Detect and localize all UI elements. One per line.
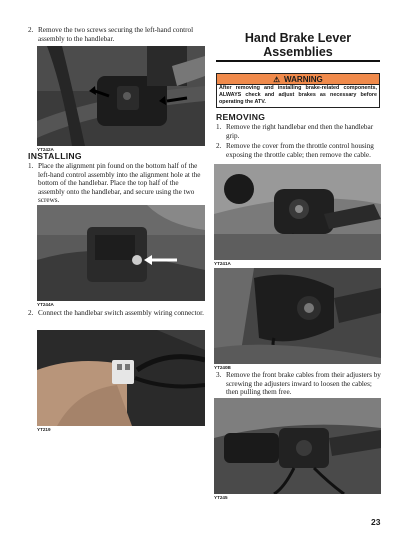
- step-number: 2.: [28, 26, 34, 34]
- page-number: 23: [371, 517, 381, 527]
- warning-label: WARNING: [284, 74, 323, 84]
- figure-id: YT244A: [37, 302, 54, 307]
- step-text: Remove the two screws securing the left-hand control assembly to the handlebar.: [38, 26, 194, 43]
- photo-throttle-housing: [214, 164, 381, 260]
- photo-illustration: [214, 164, 381, 260]
- install-step-2: [28, 309, 206, 327]
- remove-step-1: [216, 123, 381, 141]
- step-number: 3.: [216, 371, 222, 379]
- figure-id: YT240B: [214, 365, 231, 370]
- warning-text: After removing and installing brake-related components, ALWAYS check and adjust brakes as necessary before operating the ATV.: [219, 85, 377, 106]
- figure-id: YT241A: [214, 261, 231, 266]
- photo-brake-adjusters: [214, 268, 381, 364]
- step-text: Connect the handlebar switch assembly wiring connector.: [38, 309, 204, 317]
- photo-left-control-assembly: [37, 46, 205, 146]
- step-number: 1.: [216, 123, 222, 131]
- photo-illustration: [214, 268, 381, 364]
- step-text: Place the alignment pin found on the bottom half of the left-hand control assembly into the alignment hole at the bottom of the handlebar. Place the top half of the assembly onto the handlebar, and secure using the two screws.: [38, 162, 201, 205]
- remove-step-3: [216, 371, 381, 397]
- step-text: Remove the right handlebar end then the handlebar grip.: [226, 123, 374, 140]
- step-number: 1.: [28, 162, 34, 170]
- warning-header: [217, 74, 379, 85]
- step-2-remove-screws: [28, 26, 206, 44]
- warning-triangle-icon: ⚠: [273, 74, 281, 84]
- photo-illustration: [214, 398, 381, 494]
- photo-brake-cables: [214, 398, 381, 494]
- warning-box: [216, 73, 380, 108]
- removing-heading: REMOVING: [216, 112, 266, 122]
- title-underline: [216, 60, 380, 62]
- photo-wiring-connector: [37, 330, 205, 426]
- install-step-1: [28, 162, 206, 205]
- figure-id: YT219: [37, 427, 51, 432]
- installing-heading: INSTALLING: [28, 151, 82, 161]
- page-title: Hand Brake Lever Assemblies: [244, 31, 352, 59]
- photo-illustration: [37, 46, 205, 146]
- step-number: 2.: [28, 309, 34, 317]
- figure-id: YT245: [214, 495, 228, 500]
- photo-illustration: [37, 330, 205, 426]
- photo-alignment-pin: [37, 205, 205, 301]
- step-number: 2.: [216, 142, 222, 150]
- step-text: Remove the cover from the throttle control housing exposing the throttle cable; then remove the cable.: [226, 142, 374, 159]
- photo-illustration: [37, 205, 205, 301]
- figure-id: YT242A: [37, 147, 54, 152]
- step-text: Remove the front brake cables from their adjusters by screwing the adjusters inward to loosen the cables; then pulling them free.: [226, 371, 381, 397]
